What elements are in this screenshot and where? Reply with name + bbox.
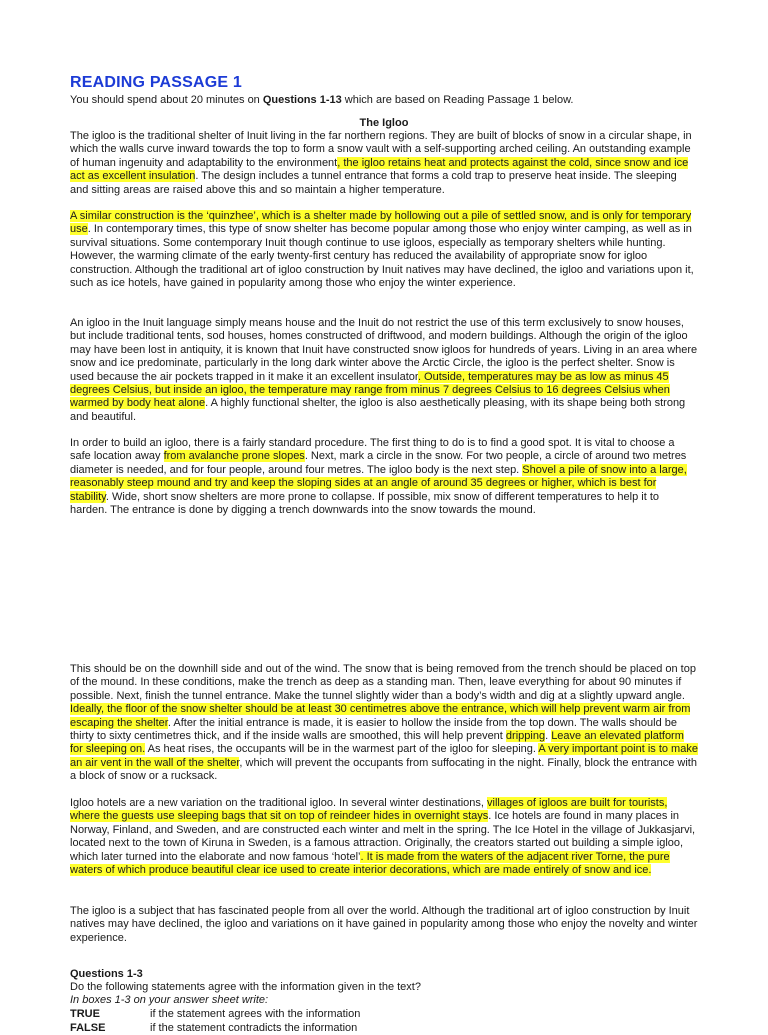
highlighted-text: . It is made from the waters of the adjacent river Torne, the pure waters of which produce beautiful clear ice used to create interior decorations, which are made entirely of snow and ice. — [70, 850, 670, 877]
paragraph-1 — [70, 130, 698, 197]
paragraph-text: . A highly functional shelter, the igloo is also aesthetically pleasing, with its shape being both strong and beautiful. — [70, 397, 686, 423]
paragraph-4 — [70, 437, 698, 517]
highlighted-text: from avalanche prone slopes — [163, 450, 305, 463]
highlighted-text: Ideally, the floor of the snow shelter should be at least 30 centimetres above the entrance, which will help prevent warm air from escaping the shelter — [70, 703, 691, 729]
paragraph-text: The igloo is the traditional shelter of Inuit living in the far northern regions. They are built of blocks of snow in a circular shape, in which the walls curve inward towards the top to form a snow vault with a self-supporting arched ceiling. An outstanding example of human ingenuity and adaptability to the environment — [70, 130, 692, 169]
intro-post: which are based on Reading Passage 1 below. — [341, 94, 574, 106]
highlighted-text: Leave an elevated platform for sleeping on. — [70, 730, 684, 756]
questions-write-line: In boxes 1-3 on your answer sheet write: — [70, 994, 269, 1006]
paragraph-text: . Ice hotels are found in many places in Norway, Finland, and Sweden, and are constructed each winter and melt in the spring. The Ice Hotel in the village of Jukkasjarvi, located next to the town of Kiruna in Sweden, is a famous attraction. Originally, the creators started out building a simple igloo, which later turned into the elaborate and now famous ‘hotel’ — [70, 810, 696, 863]
paragraph-2 — [70, 210, 698, 290]
highlighted-text: , the igloo retains heat and protects against the cold, since snow and ice act as excellent insulation — [70, 156, 689, 183]
paragraph-text: The igloo is a subject that has fascinated people from all over the world. Although the traditional art of igloo construction by Inuit natives may have declined, the igloo and variations on it have gained in popularity among those who enjoy the novelty and winter experience. — [70, 905, 698, 944]
paragraph-text: . — [545, 730, 552, 743]
paragraph-7 — [70, 905, 698, 945]
paragraph-3 — [70, 317, 698, 424]
questions-heading: Questions 1-3 — [70, 968, 143, 980]
highlighted-text: A very important point is to make an air vent in the wall of the shelter — [70, 743, 698, 769]
paragraph-text: This should be on the downhill side and out of the wind. The snow that is being removed from the trench should be placed on top of the mound. In these conditions, make the trench as deep as a standing man. Then, leave everything for about 90 minutes if possible. Next, finish the tunnel entrance. Make the tunnel slightly wider than a body’s width and dig at a slightly upward angle. — [70, 663, 696, 702]
paragraph-text: , which will prevent the occupants from suffocating in the night. Finally, block the entrance with a block of snow or a rucksack. — [70, 756, 697, 783]
highlighted-text: Shovel a pile of snow into a large, reasonably steep mound and try and keep the sloping sides at an angle of around 35 degrees or higher, which is best for stability — [70, 463, 687, 503]
true-desc: if the statement agrees with the information — [150, 1008, 361, 1020]
section-title: READING PASSAGE 1 — [70, 74, 243, 91]
paragraph-text: . The design includes a tunnel entrance that forms a cold trap to preserve heat inside. The sleeping and sitting areas are raised above this and so maintain a higher temperature. — [70, 170, 677, 196]
paragraph-5 — [70, 663, 698, 784]
questions-instruction: Do the following statements agree with the information given in the text? — [70, 981, 421, 993]
paragraph-6 — [70, 797, 698, 877]
highlighted-text: . Outside, temperatures may be as low as minus 45 degrees Celsius, but inside an igloo, the temperature may range from minus 7 degrees Celsius to 16 degrees Celsius when warmed by body heat alone — [70, 370, 670, 410]
highlighted-text: dripping — [505, 730, 546, 743]
passage-title: The Igloo — [359, 117, 409, 129]
false-desc: if the statement contradicts the information — [150, 1022, 358, 1034]
highlighted-text: A similar construction is the ‘quinzhee’, which is a shelter made by hollowing out a pile of settled snow, and is only for temporary use — [70, 210, 692, 236]
intro-pre: You should spend about 20 minutes on — [70, 94, 263, 106]
intro-line — [70, 94, 710, 107]
paragraph-text: . Next, mark a circle in the snow. For two people, a circle of around two metres diameter is needed, and for four people, around four metres. The igloo body is the next step. — [70, 450, 687, 476]
paragraph-text: . Wide, short snow shelters are more prone to collapse. If possible, mix snow of different temperatures to help it to harden. The entrance is done by digging a trench downwards into the snow towards the mound. — [70, 490, 659, 517]
intro-questions: Questions 1-13 — [262, 94, 342, 106]
paragraph-text: As heat rises, the occupants will be in the warmest part of the igloo for sleeping. — [145, 743, 539, 756]
paragraph-text: . In contemporary times, this type of snow shelter has become popular among those who enjoy winter camping, as well as in survival situations. Some contemporary Inuit though continue to use igloos, especially as temporary shelters while hunting. However, the warming climate of the early twenty-first century has reduced the availability of appropriate snow for igloo construction. Although the traditional art of igloo construction by Inuit natives may have declined, the igloo and variations upon it, such as ice hotels, have gained in popularity among those who enjoy the winter experience. — [70, 223, 694, 290]
paragraph-text: An igloo in the Inuit language simply means house and the Inuit do not restrict the use of this term exclusively to snow houses, but include traditional tents, sod houses, homes constructed of driftwood, and modern buildings. Although the origin of the igloo may have been lost in antiquity, it is known that Inuit have constructed snow igloos for hundreds of years. Living in an area where snow and ice predominate, particularly in the long dark winter above the Arctic Circle, the igloo is the perfect shelter. Snow is used because the air pockets trapped in it make it an excellent insulator — [70, 317, 698, 383]
true-row — [70, 1008, 360, 1021]
paragraph-text: . After the initial entrance is made, it is easier to hollow the inside from the top down. The walls should be thirty to sixty centimetres thick, and if the inside walls are smoothed, this will help prevent — [70, 716, 677, 743]
false-label: FALSE — [70, 1022, 106, 1034]
highlighted-text: villages of igloos are built for tourists, where the guests use sleeping bags that sit on top of reindeer hides in overnight stays — [70, 797, 668, 823]
true-label: TRUE — [70, 1008, 100, 1020]
paragraph-text: In order to build an igloo, there is a fairly standard procedure. The first thing to do is to find a good spot. It is vital to choose a safe location away — [70, 437, 675, 463]
paragraph-text: Igloo hotels are a new variation on the traditional igloo. In several winter destinations, — [70, 797, 488, 809]
